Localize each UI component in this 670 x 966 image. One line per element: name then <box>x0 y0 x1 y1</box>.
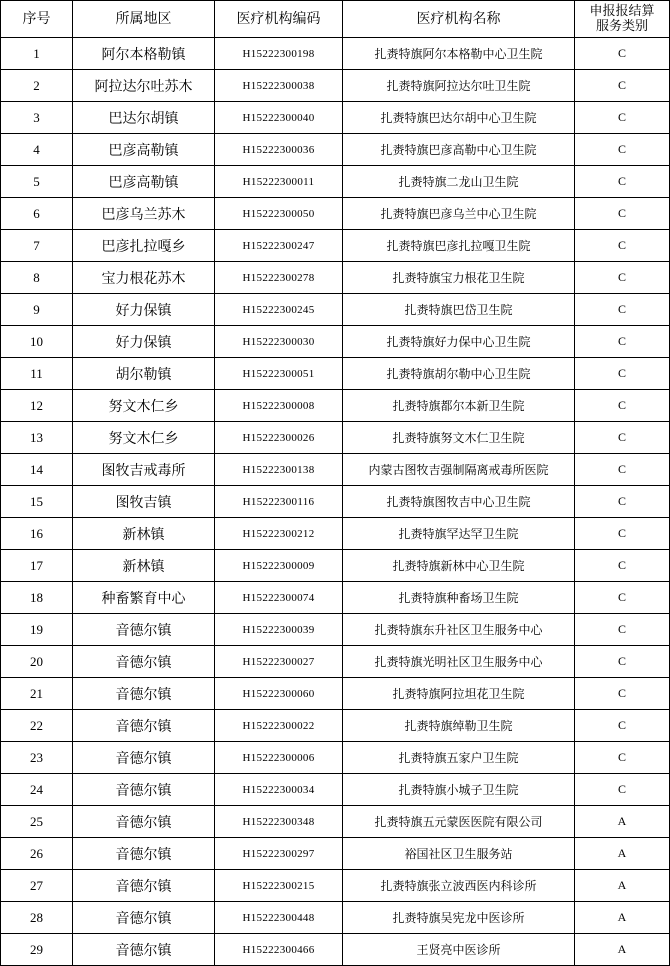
cell-code: H15222300278 <box>215 262 343 294</box>
cell-code: H15222300138 <box>215 454 343 486</box>
cell-category: C <box>575 262 670 294</box>
cell-institution-name: 扎赉特旗胡尔勒中心卫生院 <box>343 358 575 390</box>
cell-category: C <box>575 166 670 198</box>
cell-no: 29 <box>1 934 73 966</box>
cell-code: H15222300060 <box>215 678 343 710</box>
cell-area: 音德尔镇 <box>73 710 215 742</box>
cell-institution-name: 扎赉特旗张立波西医内科诊所 <box>343 870 575 902</box>
cell-category: C <box>575 326 670 358</box>
cell-institution-name: 扎赉特旗好力保中心卫生院 <box>343 326 575 358</box>
cell-no: 26 <box>1 838 73 870</box>
cell-code: H15222300026 <box>215 422 343 454</box>
cell-institution-name: 裕国社区卫生服务站 <box>343 838 575 870</box>
table-row <box>1 870 670 902</box>
cell-category: C <box>575 102 670 134</box>
cell-code: H15222300006 <box>215 742 343 774</box>
cell-area: 音德尔镇 <box>73 678 215 710</box>
cell-category: C <box>575 70 670 102</box>
table-row <box>1 70 670 102</box>
cell-code: H15222300034 <box>215 774 343 806</box>
cell-area: 音德尔镇 <box>73 870 215 902</box>
cell-category: C <box>575 358 670 390</box>
table-row <box>1 838 670 870</box>
header-code: 医疗机构编码 <box>215 1 343 38</box>
cell-code: H15222300198 <box>215 38 343 70</box>
cell-area: 好力保镇 <box>73 326 215 358</box>
header-category-line1: 申报报结算 <box>589 4 655 19</box>
cell-code: H15222300448 <box>215 902 343 934</box>
cell-area: 巴彦高勒镇 <box>73 166 215 198</box>
cell-category: C <box>575 742 670 774</box>
cell-code: H15222300116 <box>215 486 343 518</box>
cell-category: C <box>575 454 670 486</box>
table-row <box>1 294 670 326</box>
cell-no: 18 <box>1 582 73 614</box>
cell-code: H15222300027 <box>215 646 343 678</box>
cell-institution-name: 扎赉特旗绰勒卫生院 <box>343 710 575 742</box>
cell-no: 20 <box>1 646 73 678</box>
cell-area: 胡尔勒镇 <box>73 358 215 390</box>
table-row <box>1 646 670 678</box>
cell-code: H15222300466 <box>215 934 343 966</box>
cell-area: 音德尔镇 <box>73 838 215 870</box>
table-row <box>1 262 670 294</box>
cell-area: 音德尔镇 <box>73 614 215 646</box>
cell-institution-name: 扎赉特旗努文木仁卫生院 <box>343 422 575 454</box>
cell-no: 6 <box>1 198 73 230</box>
cell-no: 13 <box>1 422 73 454</box>
cell-institution-name: 扎赉特旗新林中心卫生院 <box>343 550 575 582</box>
table-row <box>1 710 670 742</box>
cell-no: 14 <box>1 454 73 486</box>
cell-area: 巴彦乌兰苏木 <box>73 198 215 230</box>
cell-institution-name: 内蒙古图牧吉强制隔离戒毒所医院 <box>343 454 575 486</box>
cell-category: C <box>575 134 670 166</box>
cell-area: 音德尔镇 <box>73 774 215 806</box>
cell-category: C <box>575 614 670 646</box>
table-row <box>1 390 670 422</box>
table-row <box>1 902 670 934</box>
table-row <box>1 166 670 198</box>
cell-institution-name: 扎赉特旗吴宪龙中医诊所 <box>343 902 575 934</box>
cell-institution-name: 扎赉特旗都尔本新卫生院 <box>343 390 575 422</box>
cell-institution-name: 扎赉特旗巴彦高勒中心卫生院 <box>343 134 575 166</box>
cell-category: C <box>575 422 670 454</box>
cell-area: 巴彦扎拉嘎乡 <box>73 230 215 262</box>
cell-code: H15222300008 <box>215 390 343 422</box>
cell-institution-name: 扎赉特旗光明社区卫生服务中心 <box>343 646 575 678</box>
cell-institution-name: 扎赉特旗巴彦乌兰中心卫生院 <box>343 198 575 230</box>
cell-no: 24 <box>1 774 73 806</box>
cell-code: H15222300038 <box>215 70 343 102</box>
header-row <box>1 1 670 38</box>
cell-area: 新林镇 <box>73 518 215 550</box>
cell-category: A <box>575 870 670 902</box>
cell-category: C <box>575 294 670 326</box>
cell-no: 10 <box>1 326 73 358</box>
cell-code: H15222300036 <box>215 134 343 166</box>
cell-category: C <box>575 678 670 710</box>
cell-no: 17 <box>1 550 73 582</box>
cell-category: C <box>575 198 670 230</box>
cell-area: 努文木仁乡 <box>73 390 215 422</box>
cell-institution-name: 扎赉特旗五元蒙医医院有限公司 <box>343 806 575 838</box>
cell-institution-name: 扎赉特旗宝力根花卫生院 <box>343 262 575 294</box>
cell-area: 音德尔镇 <box>73 742 215 774</box>
cell-no: 9 <box>1 294 73 326</box>
cell-area: 好力保镇 <box>73 294 215 326</box>
cell-institution-name: 扎赉特旗二龙山卫生院 <box>343 166 575 198</box>
header-no: 序号 <box>1 1 73 38</box>
cell-area: 音德尔镇 <box>73 902 215 934</box>
cell-no: 16 <box>1 518 73 550</box>
table-row <box>1 198 670 230</box>
cell-no: 22 <box>1 710 73 742</box>
cell-no: 11 <box>1 358 73 390</box>
cell-area: 宝力根花苏木 <box>73 262 215 294</box>
cell-category: A <box>575 806 670 838</box>
cell-area: 音德尔镇 <box>73 934 215 966</box>
cell-no: 12 <box>1 390 73 422</box>
cell-code: H15222300011 <box>215 166 343 198</box>
cell-no: 4 <box>1 134 73 166</box>
cell-code: H15222300297 <box>215 838 343 870</box>
cell-area: 巴彦高勒镇 <box>73 134 215 166</box>
table-row <box>1 806 670 838</box>
cell-category: C <box>575 38 670 70</box>
cell-code: H15222300074 <box>215 582 343 614</box>
cell-code: H15222300247 <box>215 230 343 262</box>
table-row <box>1 454 670 486</box>
table-body <box>1 38 670 966</box>
cell-institution-name: 扎赉特旗阿尔本格勒中心卫生院 <box>343 38 575 70</box>
table-row <box>1 774 670 806</box>
table-row <box>1 486 670 518</box>
table-row <box>1 582 670 614</box>
table-row <box>1 134 670 166</box>
cell-area: 新林镇 <box>73 550 215 582</box>
cell-institution-name: 扎赉特旗小城子卫生院 <box>343 774 575 806</box>
cell-no: 25 <box>1 806 73 838</box>
table-row <box>1 358 670 390</box>
cell-institution-name: 扎赉特旗五家户卫生院 <box>343 742 575 774</box>
cell-no: 3 <box>1 102 73 134</box>
table-row <box>1 230 670 262</box>
header-category <box>575 1 670 38</box>
cell-institution-name: 扎赉特旗巴彦扎拉嘎卫生院 <box>343 230 575 262</box>
cell-no: 8 <box>1 262 73 294</box>
table-row <box>1 518 670 550</box>
cell-code: H15222300030 <box>215 326 343 358</box>
cell-category: A <box>575 902 670 934</box>
cell-code: H15222300040 <box>215 102 343 134</box>
table-row <box>1 550 670 582</box>
cell-area: 努文木仁乡 <box>73 422 215 454</box>
cell-category: C <box>575 550 670 582</box>
cell-no: 19 <box>1 614 73 646</box>
table-row <box>1 678 670 710</box>
cell-institution-name: 扎赉特旗东升社区卫生服务中心 <box>343 614 575 646</box>
table-row <box>1 102 670 134</box>
cell-area: 音德尔镇 <box>73 646 215 678</box>
cell-code: H15222300039 <box>215 614 343 646</box>
table-row <box>1 742 670 774</box>
cell-code: H15222300051 <box>215 358 343 390</box>
table-row <box>1 614 670 646</box>
cell-no: 2 <box>1 70 73 102</box>
table-row <box>1 326 670 358</box>
cell-category: A <box>575 934 670 966</box>
cell-code: H15222300212 <box>215 518 343 550</box>
cell-institution-name: 扎赉特旗图牧吉中心卫生院 <box>343 486 575 518</box>
cell-area: 巴达尔胡镇 <box>73 102 215 134</box>
header-category-line2: 服务类别 <box>595 19 648 34</box>
cell-institution-name: 扎赉特旗阿拉达尔吐卫生院 <box>343 70 575 102</box>
table-row <box>1 934 670 966</box>
cell-area: 图牧吉戒毒所 <box>73 454 215 486</box>
cell-no: 15 <box>1 486 73 518</box>
cell-category: C <box>575 518 670 550</box>
cell-category: C <box>575 486 670 518</box>
cell-code: H15222300348 <box>215 806 343 838</box>
cell-code: H15222300215 <box>215 870 343 902</box>
cell-no: 27 <box>1 870 73 902</box>
cell-institution-name: 扎赉特旗罕达罕卫生院 <box>343 518 575 550</box>
cell-category: C <box>575 230 670 262</box>
cell-no: 23 <box>1 742 73 774</box>
table-row <box>1 422 670 454</box>
cell-area: 阿尔本格勒镇 <box>73 38 215 70</box>
table-row <box>1 38 670 70</box>
cell-no: 5 <box>1 166 73 198</box>
cell-category: C <box>575 390 670 422</box>
cell-area: 种畜繁育中心 <box>73 582 215 614</box>
cell-no: 21 <box>1 678 73 710</box>
cell-code: H15222300245 <box>215 294 343 326</box>
cell-institution-name: 扎赉特旗巴达尔胡中心卫生院 <box>343 102 575 134</box>
cell-category: C <box>575 582 670 614</box>
cell-category: A <box>575 838 670 870</box>
cell-no: 28 <box>1 902 73 934</box>
cell-code: H15222300009 <box>215 550 343 582</box>
cell-no: 7 <box>1 230 73 262</box>
cell-institution-name: 扎赉特旗巴岱卫生院 <box>343 294 575 326</box>
cell-institution-name: 扎赉特旗种畜场卫生院 <box>343 582 575 614</box>
cell-category: C <box>575 646 670 678</box>
cell-institution-name: 王贤亮中医诊所 <box>343 934 575 966</box>
cell-institution-name: 扎赉特旗阿拉坦花卫生院 <box>343 678 575 710</box>
cell-no: 1 <box>1 38 73 70</box>
cell-code: H15222300050 <box>215 198 343 230</box>
cell-category: C <box>575 774 670 806</box>
cell-code: H15222300022 <box>215 710 343 742</box>
cell-area: 图牧吉镇 <box>73 486 215 518</box>
cell-category: C <box>575 710 670 742</box>
header-area: 所属地区 <box>73 1 215 38</box>
cell-area: 阿拉达尔吐苏木 <box>73 70 215 102</box>
header-name: 医疗机构名称 <box>343 1 575 38</box>
cell-area: 音德尔镇 <box>73 806 215 838</box>
